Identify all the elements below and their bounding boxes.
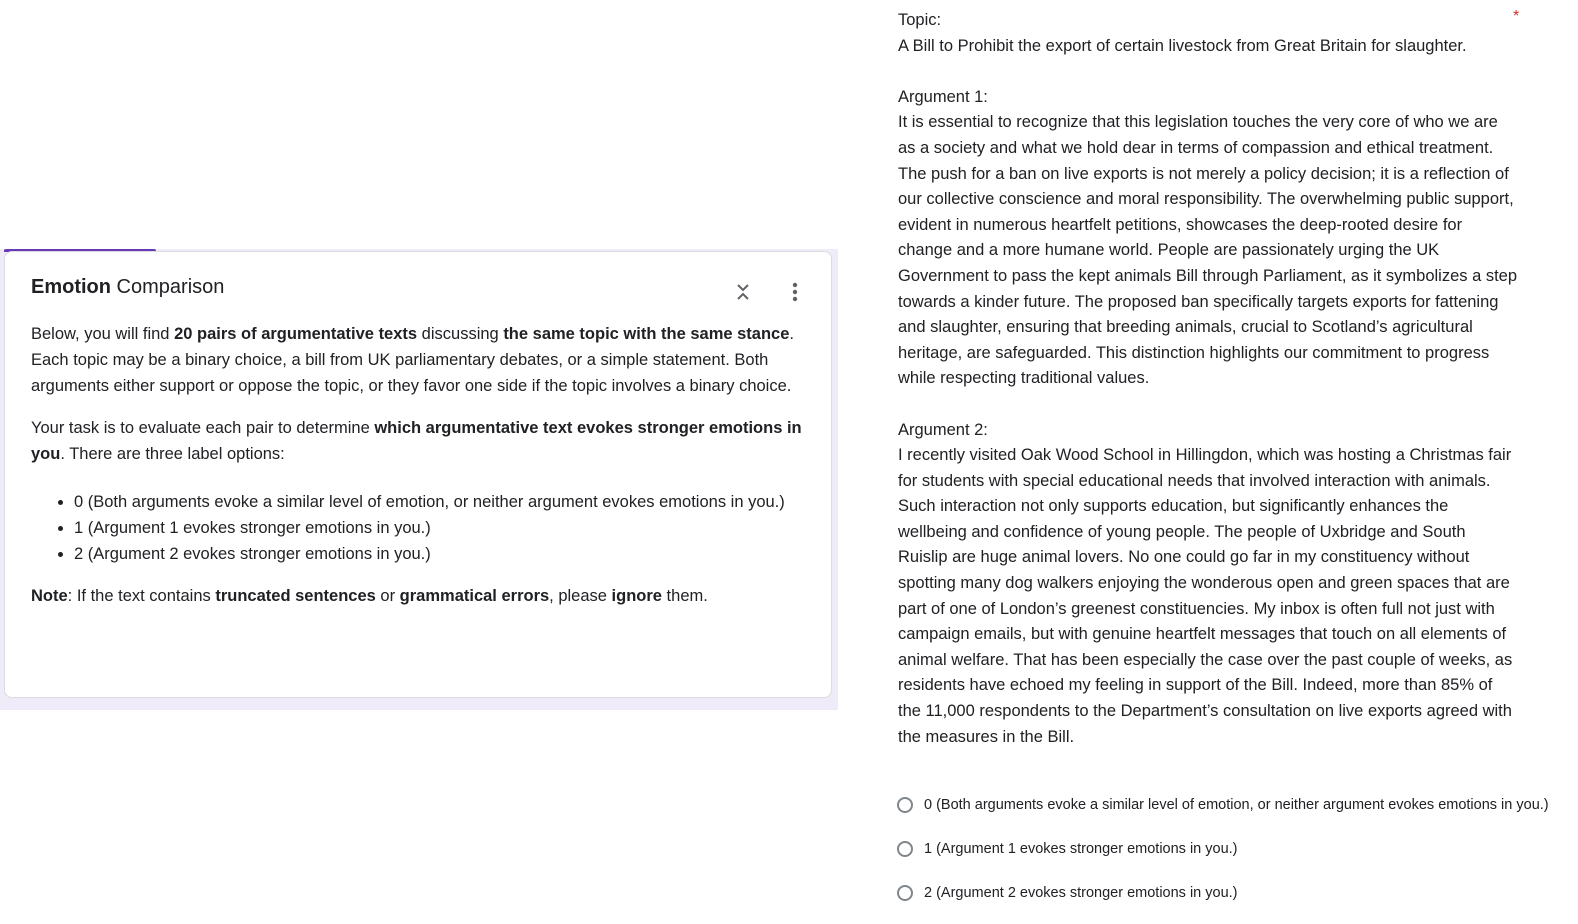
radio-option-2[interactable] bbox=[897, 880, 1549, 906]
answer-options bbox=[897, 792, 1549, 924]
collapse-icon bbox=[735, 282, 751, 302]
label-option-item: • 2 (Argument 2 evokes stronger emotions in you.) bbox=[74, 542, 811, 568]
topic-label: Topic: bbox=[898, 11, 942, 29]
question-body bbox=[898, 8, 1518, 750]
argument-2-text: I recently visited Oak Wood School in Hillingdon, which was hosting a Christmas fair for students with special educational needs that involved interaction with animals. Such interaction not only supports education, but significantly enhances the wellbeing and confidence of young people. The people of Uxbridge and South Ruislip are huge animal lovers. No one could go far in my constituency without spotting many dog walkers enjoying the wonderous open and green spaces that are part of one of London’s greenest constituencies. My inbox is often full not just with campaign emails, but with genuine heartfelt messages that touch on all elements of animal welfare. That has been especially the case over the past couple of weeks, as residents have echoed my feeling in support of the Bill. Indeed, more than 85% of the 11,000 respondents to the Department’s consultation on live exports agreed with the measures in the Bill. bbox=[898, 446, 1513, 746]
topic-text: A Bill to Prohibit the export of certain livestock from Great Britain for slaughter. bbox=[898, 36, 1467, 55]
note-paragraph: Note: If the text contains truncated sentences or grammatical errors, please ignore them. bbox=[31, 587, 708, 606]
radio-option-0[interactable] bbox=[897, 792, 1549, 818]
argument-1-label: Argument 1: bbox=[898, 87, 988, 106]
label-option-item: • 1 (Argument 1 evokes stronger emotions in you.) bbox=[74, 516, 811, 542]
more-options-button[interactable] bbox=[783, 280, 807, 304]
radio-option-label: 1 (Argument 1 evokes stronger emotions in you.) bbox=[924, 841, 1238, 857]
radio-option-1[interactable] bbox=[897, 836, 1549, 862]
radio-option-label: 0 (Both arguments evoke a similar level of emotion, or neither argument evokes emotions in you.) bbox=[924, 797, 1549, 813]
task-paragraph: Your task is to evaluate each pair to determine which argumentative text evokes stronger emotions in you. There are three label options: bbox=[31, 419, 802, 464]
label-options-list bbox=[31, 490, 811, 567]
section-header-container bbox=[0, 249, 838, 710]
section-description bbox=[31, 322, 811, 610]
section-card bbox=[4, 251, 832, 698]
radio-button[interactable] bbox=[897, 797, 913, 813]
label-option-item: • 0 (Both arguments evoke a similar level of emotion, or neither argument evokes emotions in you.) bbox=[74, 490, 811, 516]
radio-button[interactable] bbox=[897, 885, 913, 901]
intro-paragraph: Below, you will find 20 pairs of argumentative texts discussing the same topic with the same stance. Each topic may be a binary choice, a bill from UK parliamentary debates, or a simple statement. Both arguments either support or oppose the topic, or they favor one side if the topic involves a binary choice. bbox=[31, 325, 794, 395]
section-title: Emotion Comparison bbox=[31, 276, 225, 298]
argument-2-label: Argument 2: bbox=[898, 420, 988, 439]
required-asterisk: * bbox=[1513, 8, 1520, 25]
more-vert-icon bbox=[792, 282, 798, 302]
argument-1-text: It is essential to recognize that this legislation touches the very core of who we are as a society and what we hold dear in terms of compassion and ethical treatment. The push for a ban on live exports is not merely a policy decision; it is a reflection of our collective conscience and moral responsibility. The overwhelming public support, evident in numerous heartfelt petitions, showcases the deep-rooted desire for change and a more humane world. People are passionately urging the UK Government to pass the kept animals Bill through Parliament, as it symbolizes a step towards a kinder future. The proposed ban specifically targets exports for fattening and slaughter, ensuring that breeding animals, crucial to Scotland’s agricultural heritage, are safeguarded. This distinction highlights our commitment to progress while respecting traditional values. bbox=[898, 113, 1518, 388]
radio-button[interactable] bbox=[897, 841, 913, 857]
radio-option-label: 2 (Argument 2 evokes stronger emotions in you.) bbox=[924, 885, 1238, 901]
collapse-section-button[interactable] bbox=[731, 280, 755, 304]
